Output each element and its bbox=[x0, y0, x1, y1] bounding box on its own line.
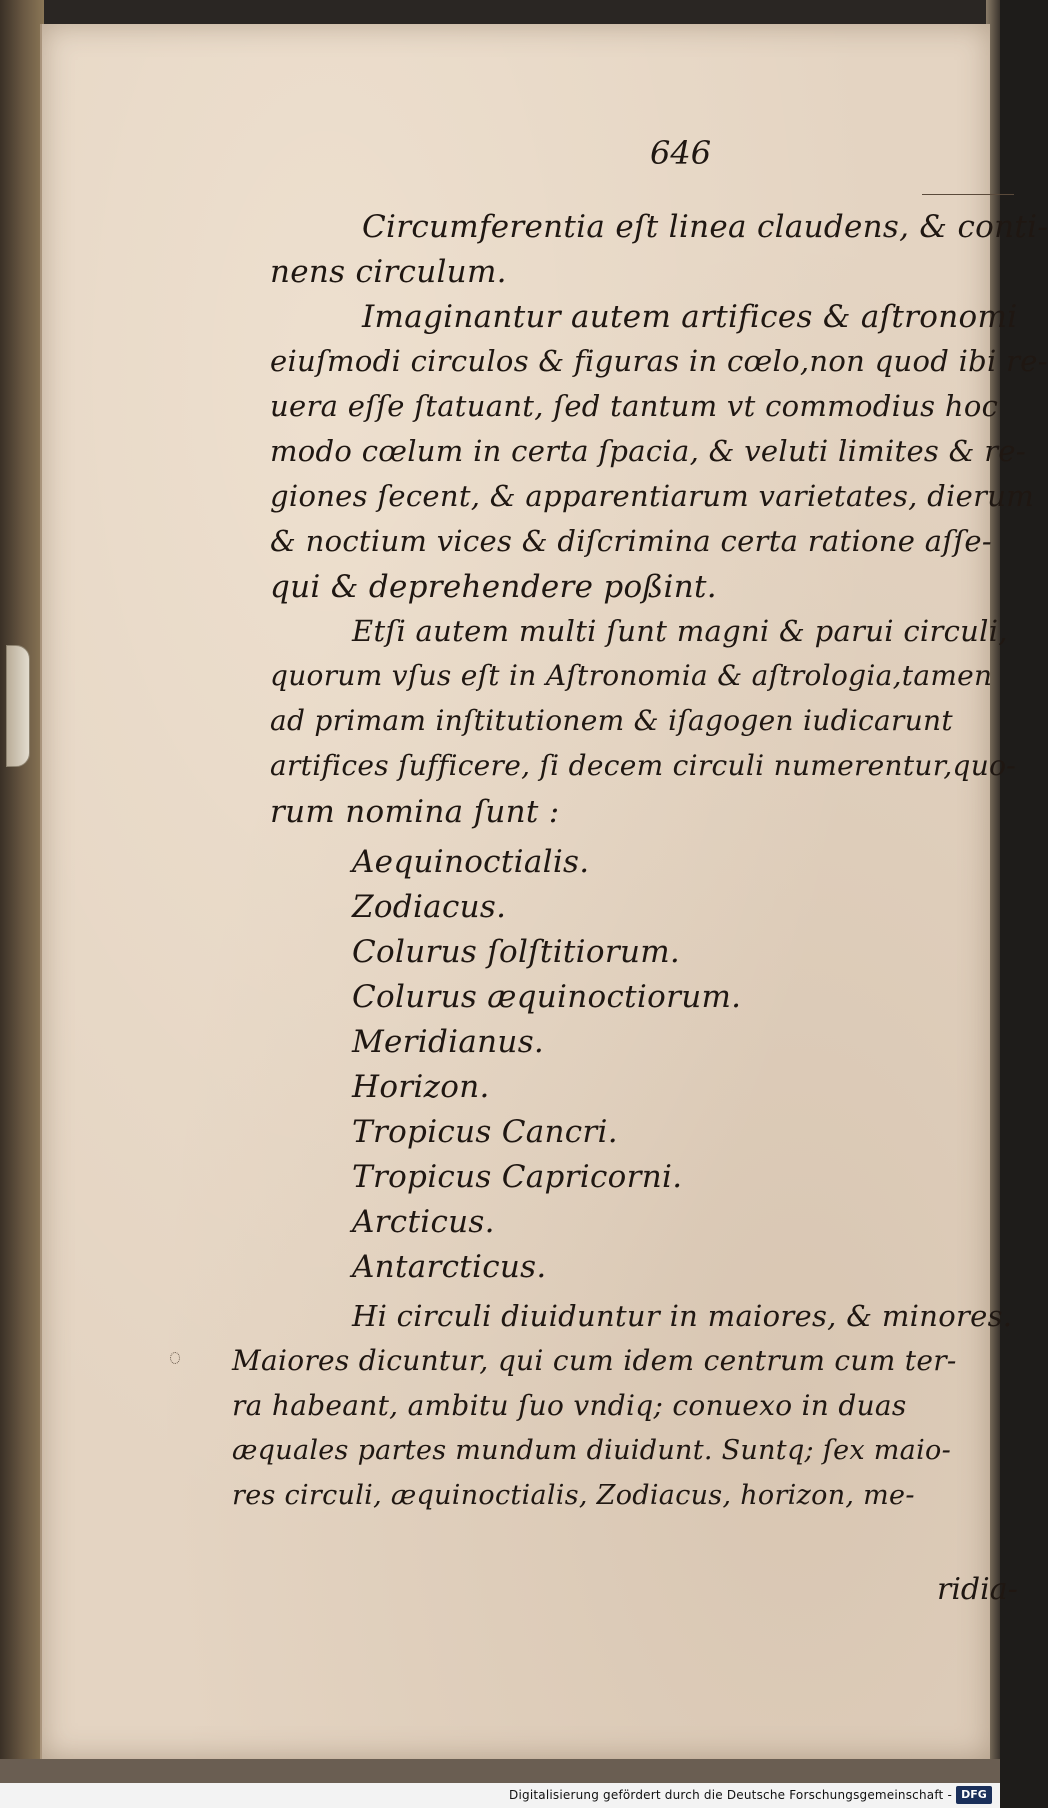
text-line: eiuſmodi circulos & figuras in cœlo,non quod ibi re- bbox=[270, 344, 1048, 378]
circle-list-item: Horizon. bbox=[352, 1069, 490, 1105]
circle-list-item: Tropicus Cancri. bbox=[352, 1114, 618, 1150]
text-line: Etſi autem multi ſunt magni & parui circuli, bbox=[352, 614, 1008, 648]
text-line: rum nomina ſunt : bbox=[270, 794, 560, 830]
scan-top-edge bbox=[0, 0, 1000, 26]
text-line: ra habeant, ambitu ſuo vndiq; conuexo in duas bbox=[232, 1389, 907, 1422]
funding-credit: Digitalisierung gefördert durch die Deutsche Forschungsgemeinschaft - bbox=[509, 1788, 952, 1802]
text-line: æquales partes mundum diuidunt. Suntq; ſex maio- bbox=[232, 1435, 951, 1466]
text-line: & noctium vices & diſcrimina certa ratione aſſe- bbox=[270, 524, 992, 558]
text-line: nens circulum. bbox=[270, 254, 507, 290]
dfg-logo-icon: DFG bbox=[956, 1786, 992, 1804]
header-rule bbox=[922, 194, 1014, 195]
text-line: uera eſſe ſtatuant, ſed tantum vt commodius hoc bbox=[270, 389, 999, 423]
text-line: Hi circuli diuiduntur in maiores, & minores. bbox=[352, 1299, 1013, 1333]
text-line: quorum vſus eſt in Aſtronomia & aſtrologia,tamen bbox=[270, 659, 993, 692]
text-line: ad primam inſtitutionem & iſagogen iudicarunt bbox=[270, 704, 953, 737]
text-line: res circuli, æquinoctialis, Zodiacus, horizon, me- bbox=[232, 1480, 915, 1511]
circle-list-item: Zodiacus. bbox=[352, 889, 507, 925]
text-line: Circumferentia eſt linea claudens, & conti- bbox=[362, 209, 1048, 245]
circle-list-item: Antarcticus. bbox=[352, 1249, 547, 1285]
circle-list-item: Arcticus. bbox=[352, 1204, 495, 1240]
catchword: ridia- bbox=[937, 1572, 1018, 1607]
text-line: Maiores dicuntur, qui cum idem centrum cum ter- bbox=[232, 1344, 957, 1377]
paper-speck bbox=[170, 1352, 180, 1364]
page-clip bbox=[6, 645, 30, 767]
text-line: modo cœlum in certa ſpacia, & veluti limites & re- bbox=[270, 434, 1026, 468]
text-line: qui & deprehendere poßint. bbox=[270, 569, 717, 605]
circle-list-item: Aequinoctialis. bbox=[352, 844, 590, 880]
book-spine-edge bbox=[0, 0, 44, 1808]
digitization-footer bbox=[0, 1783, 1000, 1808]
scan-bottom-edge bbox=[0, 1759, 1000, 1783]
circle-list-item: Colurus æquinoctiorum. bbox=[352, 979, 742, 1015]
circle-list-item: Meridianus. bbox=[352, 1024, 545, 1060]
text-line: artifices ſufficere, ſi decem circuli numerentur,quo- bbox=[270, 749, 1017, 782]
text-line: Imaginantur autem artifices & aſtronomi bbox=[362, 299, 1018, 335]
circle-list-item: Colurus ſolſtitiorum. bbox=[352, 934, 681, 970]
circle-list-item: Tropicus Capricorni. bbox=[352, 1159, 683, 1195]
page-number: 646 bbox=[650, 134, 712, 172]
text-line: giones ſecent, & apparentiarum varietates, dierum bbox=[270, 479, 1035, 513]
book-page bbox=[40, 24, 1048, 1759]
